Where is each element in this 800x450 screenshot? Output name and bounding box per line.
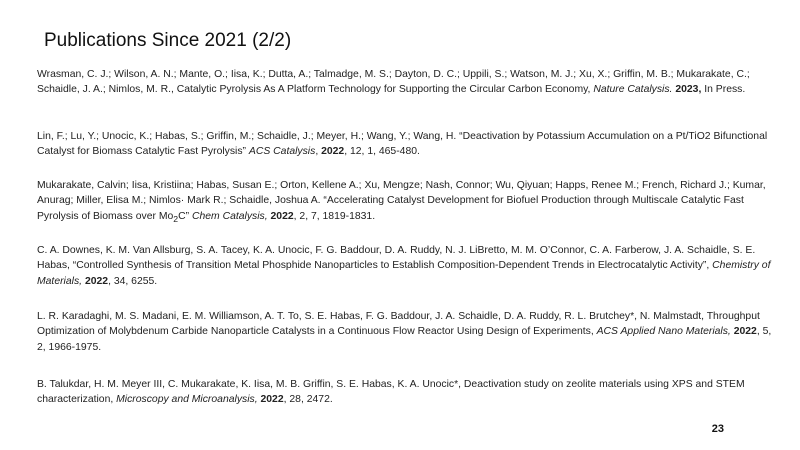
slide-title: Publications Since 2021 (2/2) <box>44 30 292 51</box>
reference-journal: Chemistry of Materials, <box>37 260 771 287</box>
reference-authors: B. Talukdar, H. M. Meyer III, C. Mukarakate, K. Iisa, M. B. Griffin, S. E. Habas, K. A. Unocic*, Deactivation study on zeolite materials using XPS and STEM characterization, <box>37 379 745 406</box>
reference-year: 2022 <box>260 394 284 406</box>
reference-year: 2022 <box>321 146 345 158</box>
reference-authors: Mukarakate, Calvin; Iisa, Kristiina; Habas, Susan E.; Orton, Kellene A.; Xu, Mengze; Nash, Connor; Wu, Qiyuan; Happs, Renee M.; French, Richard J.; Kumar, Anurag; Miller, Elisa M.; Nimlos· Mark R.; Schaidle, Joshua A. “Accelerating Catalyst Development for Biofuel Production through Multiscale Catalytic Fast Pyrolysis of Biomass over Mo <box>37 180 766 222</box>
reference-details: , 2, 7, 1819-1831. <box>293 210 376 222</box>
reference-journal: ACS Applied Nano Materials, <box>596 326 731 338</box>
reference-item-2 <box>37 129 777 160</box>
reference-details: , 28, 2472. <box>283 394 333 406</box>
reference-separator: , <box>315 146 322 158</box>
reference-journal: ACS Catalysis <box>248 146 316 158</box>
reference-journal: Microscopy and Microanalysis, <box>116 394 258 406</box>
reference-year: 2023, <box>675 84 702 96</box>
page-number: 23 <box>711 423 724 435</box>
reference-authors: C. A. Downes, K. M. Van Allsburg, S. A. Tacey, K. A. Unocic, F. G. Baddour, D. A. Ruddy, N. J. LiBretto, M. M. O’Connor, C. A. Farberow, J. A. Schaidle, S. E. Habas, “Controlled Synthesis of Transition Metal Phosphide Nanoparticles to Establish Composition-Dependent Trends in Electrocatalytic Activity”, <box>37 245 756 272</box>
reference-item-5 <box>37 309 777 355</box>
reference-item-6 <box>37 377 777 408</box>
reference-authors-tail: C” <box>178 210 192 222</box>
reference-year: 2022 <box>270 210 294 222</box>
reference-details: In Press. <box>701 84 746 96</box>
reference-item-1 <box>37 67 777 98</box>
reference-item-4 <box>37 243 777 289</box>
reference-details: , 34, 6255. <box>108 275 158 287</box>
reference-authors: L. R. Karadaghi, M. S. Madani, E. M. Williamson, A. T. To, S. E. Habas, F. G. Baddour, J. A. Schaidle, D. A. Ruddy, R. L. Brutchey*, N. Malmstadt, Throughput Optimization of Molybdenum Carbide Nanoparticle Catalysts in a Continuous Flow Reactor Using Design of Experiments, <box>37 311 760 338</box>
reference-year: 2022 <box>84 275 109 287</box>
reference-subscript: 2 <box>173 213 179 224</box>
reference-details: , 5, 2, 1966-1975. <box>37 326 772 353</box>
reference-journal: Chem Catalysis, <box>191 210 268 222</box>
reference-authors: Lin, F.; Lu, Y.; Unocic, K.; Habas, S.; Griffin, M.; Schaidle, J.; Meyer, H.; Wang, Y.; Wang, H. “Deactivation by Potassium Accumulation on a Pt/TiO2 Bifunctional Catalyst for Biomass Catalytic Fast Pyrolysis” <box>37 131 768 158</box>
reference-year: 2022 <box>733 326 757 338</box>
reference-item-3 <box>37 178 777 227</box>
reference-journal: Nature Catalysis. <box>593 84 673 96</box>
reference-details: , 12, 1, 465-480. <box>344 146 420 158</box>
reference-authors: Wrasman, C. J.; Wilson, A. N.; Mante, O.; Iisa, K.; Dutta, A.; Talmadge, M. S.; Dayton, D. C.; Uppili, S.; Watson, M. J.; Xu, X.; Griffin, M. B.; Mukarakate, C.; Schaidle, J. A.; Nimlos, M. R., Catalytic Pyrolysis As A Platform Technology for Supporting the Circular Carbon Economy, <box>37 69 750 96</box>
